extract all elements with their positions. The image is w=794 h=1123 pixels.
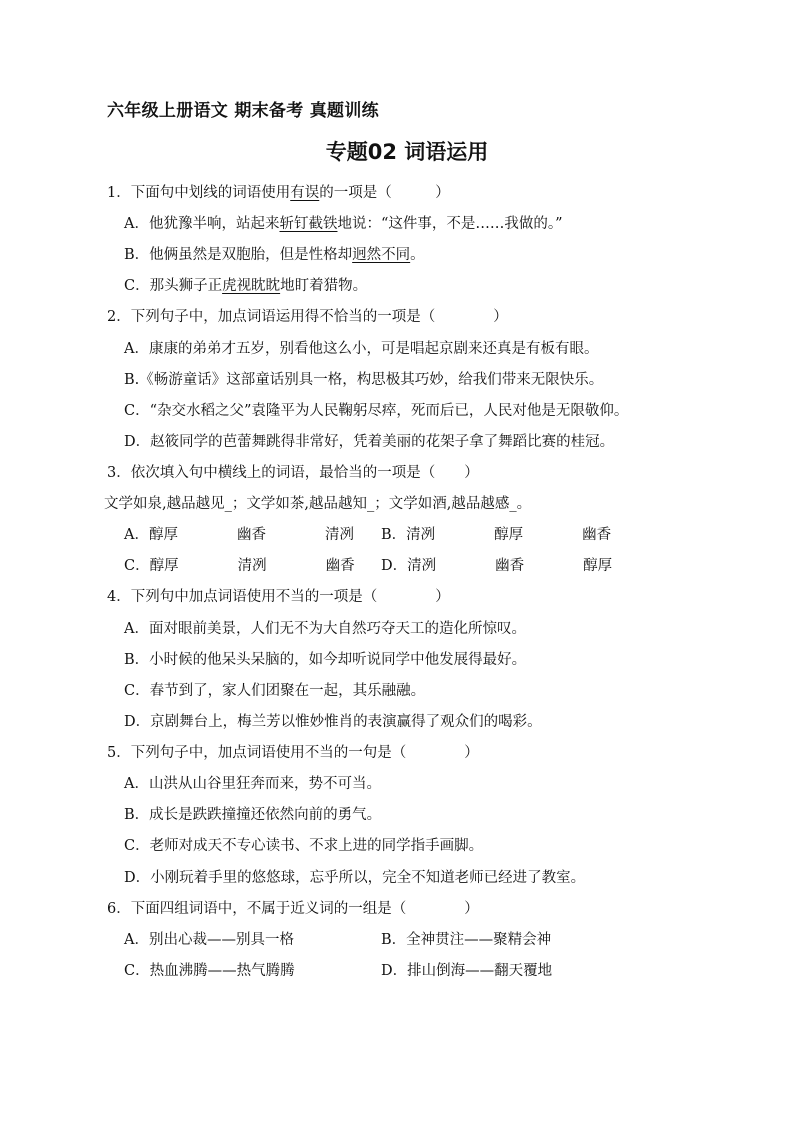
q3-d-word-1: 清冽 bbox=[407, 558, 437, 574]
question-6-option-a[interactable]: A．别出心裁——别具一格 bbox=[124, 932, 294, 948]
question-2-option-c[interactable]: C．“杂交水稻之父”袁隆平为人民鞠躬尽瘁，死而后已，人民对他是无限敬仰。 bbox=[124, 403, 629, 419]
q1-a-underlined: 斩钉截铁 bbox=[279, 216, 338, 232]
question-1-option-b[interactable] bbox=[124, 245, 425, 265]
q3-d-label: D． bbox=[381, 558, 408, 574]
q3-a-word-2: 幽香 bbox=[236, 527, 266, 543]
question-2-option-a[interactable]: A．康康的弟弟才五岁，别看他这么小，可是唱起京剧来还真是有板有眼。 bbox=[124, 341, 599, 357]
question-2-option-d[interactable]: D．赵筱同学的芭蕾舞跳得非常好，凭着美丽的花架子拿了舞蹈比赛的桂冠。 bbox=[124, 434, 615, 450]
q3-d-word-3: 醇厚 bbox=[583, 558, 613, 574]
q1-stem-underlined: 有误 bbox=[290, 185, 320, 201]
q3-d-word-2: 幽香 bbox=[495, 558, 525, 574]
q3-c-word-2: 清冽 bbox=[237, 558, 267, 574]
q1-a-text-end: 地说：“这件事，不是……我做的。” bbox=[337, 216, 563, 232]
question-1-stem bbox=[107, 183, 450, 203]
question-5-option-b[interactable]: B．成长是跌跌撞撞还依然向前的勇气。 bbox=[124, 807, 382, 823]
question-5-option-c[interactable]: C．老师对成天不专心读书、不求上进的同学指手画脚。 bbox=[124, 838, 484, 854]
question-3-passage: 文学如泉,越品越见_；文学如茶,越品越知_；文学如酒,越品越感_。 bbox=[104, 496, 532, 512]
question-4-option-d[interactable]: D．京剧舞台上，梅兰芳以惟妙惟肖的表演赢得了观众们的喝彩。 bbox=[124, 714, 542, 730]
question-3-stem: 3．依次填入句中横线上的词语，最恰当的一项是（ ） bbox=[107, 465, 479, 481]
question-3-option-d[interactable] bbox=[381, 556, 612, 576]
question-4-option-b[interactable]: B．小时候的他呆头呆脑的，如今却听说同学中他发展得最好。 bbox=[124, 652, 527, 668]
question-6-option-c[interactable]: C．热血沸腾——热气腾腾 bbox=[124, 963, 295, 979]
question-6-stem: 6．下面四组词语中，不属于近义词的一组是（ ） bbox=[107, 901, 479, 917]
question-2-stem: 2．下列句子中，加点词语运用得不恰当的一项是（ ） bbox=[107, 309, 508, 325]
q3-b-word-3: 幽香 bbox=[582, 527, 612, 543]
question-6-option-d[interactable]: D．排山倒海——翻天覆地 bbox=[381, 963, 553, 979]
question-6-option-b[interactable]: B．全神贯注——聚精会神 bbox=[381, 932, 552, 948]
q1-stem-text: 1．下面句中划线的词语使用 bbox=[107, 185, 291, 201]
question-2-option-b[interactable]: B.《畅游童话》这部童话别具一格，构思极其巧妙，给我们带来无限快乐。 bbox=[124, 372, 604, 388]
q3-c-label: C． bbox=[124, 558, 150, 574]
q3-c-word-1: 醇厚 bbox=[149, 558, 179, 574]
question-1-option-c[interactable] bbox=[124, 276, 367, 296]
question-3-option-b[interactable] bbox=[381, 525, 611, 545]
worksheet-header: 六年级上册语文 期末备考 真题训练 bbox=[107, 101, 379, 121]
question-4-option-c[interactable]: C．春节到了，家人们团聚在一起，其乐融融。 bbox=[124, 683, 426, 699]
q3-a-word-1: 醇厚 bbox=[148, 527, 178, 543]
q3-a-label: A． bbox=[124, 527, 149, 543]
q3-b-word-2: 醇厚 bbox=[494, 527, 524, 543]
q1-c-underlined: 虎视眈眈 bbox=[222, 278, 281, 294]
question-3-option-c[interactable] bbox=[124, 556, 355, 576]
q3-c-word-3: 幽香 bbox=[325, 558, 355, 574]
question-3-option-a[interactable] bbox=[124, 525, 354, 545]
question-1-option-a[interactable] bbox=[124, 214, 563, 234]
question-5-option-d[interactable]: D．小刚玩着手里的悠悠球，忘乎所以，完全不知道老师已经进了教室。 bbox=[124, 870, 586, 886]
question-5-option-a[interactable]: A．山洪从山谷里狂奔而来，势不可当。 bbox=[124, 776, 381, 792]
q3-a-word-3: 清冽 bbox=[324, 527, 354, 543]
page-title: 专题02 词语运用 bbox=[325, 140, 489, 164]
question-5-stem: 5．下列句子中，加点词语使用不当的一句是（ ） bbox=[107, 745, 479, 761]
q3-b-label: B． bbox=[381, 527, 407, 543]
q1-stem-text-end: 的一项是（ ） bbox=[319, 185, 450, 201]
q1-b-text: B．他俩虽然是双胞胎，但是性格却 bbox=[124, 247, 353, 263]
q1-c-text-end: 地盯着猎物。 bbox=[280, 278, 368, 294]
question-4-stem: 4．下列句中加点词语使用不当的一项是（ ） bbox=[107, 589, 450, 605]
q1-b-underlined: 迥然不同 bbox=[352, 247, 411, 263]
q1-c-text: C．那头狮子正 bbox=[124, 278, 223, 294]
q1-b-text-end: 。 bbox=[410, 247, 425, 263]
question-4-option-a[interactable]: A．面对眼前美景，人们无不为大自然巧夺天工的造化所惊叹。 bbox=[124, 621, 526, 637]
q3-b-word-1: 清冽 bbox=[406, 527, 436, 543]
q1-a-text: A．他犹豫半响，站起来 bbox=[124, 216, 280, 232]
